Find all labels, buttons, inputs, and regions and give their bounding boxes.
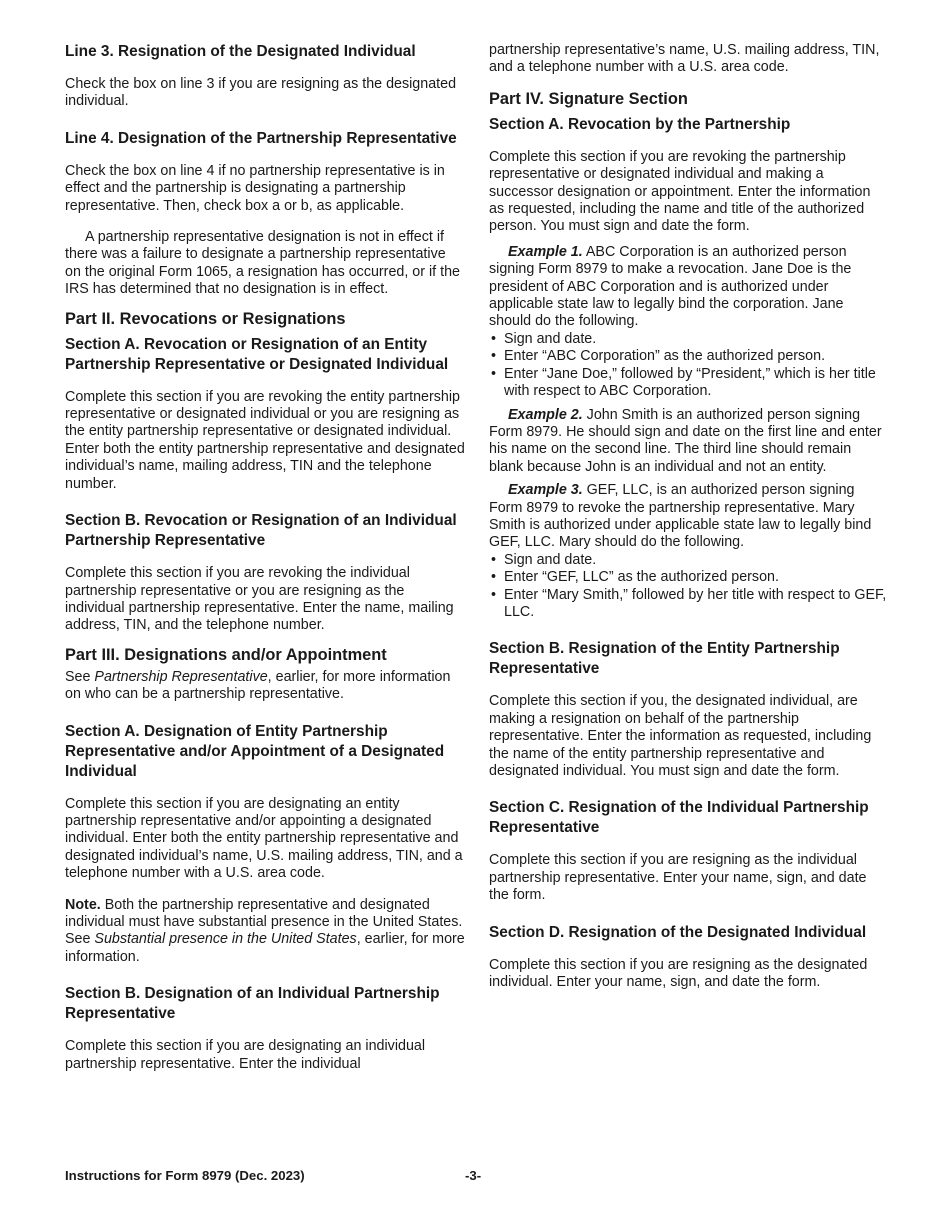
example-3-text: GEF, LLC, is an authorized person signing Form 8979 to revoke the partnership representative. Mary Smith is authorized under applicable state law to legally bind GEF, LLC. Mary should do the following.: [489, 482, 872, 551]
part2-section-a-paragraph: Complete this section if you are revoking the entity partnership representative or designated individual or you are resigning as the entity partnership representative or designated individual. Enter both the entity partnership representative and designated individual’s name, mailing address, TIN and the telephone number.: [65, 388, 465, 492]
list-item: • Enter “Jane Doe,” followed by “President,” which is her title with respect to ABC Corporation.: [489, 366, 889, 401]
left-column: [65, 42, 465, 1073]
list-item: • Enter “Mary Smith,” followed by her title with respect to GEF, LLC.: [489, 587, 889, 622]
page-number: -3-: [465, 1168, 482, 1183]
example-2-text: John Smith is an authorized person signing Form 8979. He should sign and date on the first line and enter his name on the second line. The third line should remain blank because John is an individual and not an entity.: [489, 406, 882, 475]
list-item: • Enter “ABC Corporation” as the authorized person.: [489, 348, 889, 365]
part2-heading: Part II. Revocations or Resignations: [65, 309, 346, 328]
part2-section-b-paragraph: Complete this section if you are revoking the individual partnership representative or you are resigning as the individual partnership representative. Enter the name, mailing address, TIN, and the telephone number.: [65, 565, 454, 634]
part4-section-b-paragraph: Complete this section if you, the designated individual, are making a resignation on behalf of the partnership representative. Enter the information as requested, including the name of the entity partnership representative and designated individual. You must sign and date the form.: [489, 693, 872, 779]
list-item: • Sign and date.: [489, 331, 889, 348]
part3-section-b-heading: Section B. Designation of an Individual Partnership Representative: [65, 985, 440, 1023]
example-2-paragraph: [489, 407, 889, 477]
line4-paragraph-2: A partnership representative designation is not in effect if there was a failure to designate a partnership representative on the original Form 1065, a resignation has occurred, or if the IRS has determined that no designation is in effect.: [65, 229, 460, 298]
partnership-representative-reference: Partnership Representative: [94, 668, 268, 685]
line4-paragraph: Check the box on line 4 if no partnership representative is in effect and the partnership is designating a partnership representative. Then, check box a or b, as applicable.: [65, 162, 445, 214]
example-1-paragraph: [489, 244, 889, 331]
example-3-paragraph: [489, 482, 889, 552]
substantial-presence-reference: Substantial presence in the United States: [94, 931, 357, 948]
part3-section-a-paragraph: Complete this section if you are designating an entity partnership representative and/or appointing a designated individual. Enter both the entity partnership representative and designated individual’s name, U.S. mailing address, TIN, and a telephone number with a U.S. area code.: [65, 795, 463, 882]
part3-section-a-heading: Section A. Designation of Entity Partnership Representative and/or Appointment of a Designated Individual: [65, 722, 445, 780]
part2-section-b-heading: Section B. Revocation or Resignation of an Individual Partnership Representative: [65, 512, 457, 550]
part4-section-d-heading: Section D. Resignation of the Designated Individual: [489, 923, 867, 941]
example-1-text: ABC Corporation is an authorized person signing Form 8979 to make a revocation. Jane Doe is the president of ABC Corporation and is authorized under applicable state law to legally bind the corporation. Jane should do the following.: [489, 243, 852, 330]
continued-paragraph: partnership representative’s name, U.S. mailing address, TIN, and a telephone number with a U.S. area code.: [489, 42, 880, 76]
part4-section-c-heading: Section C. Resignation of the Individual Partnership Representative: [489, 799, 869, 837]
part2-section-a-heading: Section A. Revocation or Resignation of an Entity Partnership Representative or Designated Individual: [65, 335, 449, 373]
part4-section-d-paragraph: Complete this section if you are resigning as the designated individual. Enter your name, sign, and date the form.: [489, 956, 868, 991]
note-rest: , earlier, for more information.: [65, 931, 465, 965]
part4-section-b-heading: Section B. Resignation of the Entity Partnership Representative: [489, 640, 840, 678]
list-item: • Sign and date.: [489, 552, 889, 569]
line3-heading: Line 3. Resignation of the Designated Individual: [65, 43, 416, 60]
example-2-label: Example 2.: [508, 406, 583, 423]
part4-section-c-paragraph: Complete this section if you are resigning as the individual partnership representative. Enter your name, sign, and date the form.: [489, 852, 867, 904]
note-text: Both the partnership representative and designated individual must have substantial presence in the United States. See: [65, 896, 463, 948]
example-1-label: Example 1.: [508, 243, 583, 260]
part3-see-paragraph: [65, 669, 465, 704]
part3-heading: Part III. Designations and/or Appointment: [65, 645, 387, 664]
right-column: [489, 42, 889, 991]
example-3-label: Example 3.: [508, 482, 583, 499]
example-1-list: [489, 331, 889, 401]
part3-section-b-paragraph: Complete this section if you are designating an individual partnership representative. Enter the individual: [65, 1038, 426, 1072]
note-paragraph: [65, 897, 465, 967]
line3-paragraph: Check the box on line 3 if you are resigning as the designated individual.: [65, 76, 457, 110]
line4-heading: Line 4. Designation of the Partnership Representative: [65, 129, 457, 147]
part4-section-a-heading: Section A. Revocation by the Partnership: [489, 115, 791, 133]
note-label: Note.: [65, 896, 101, 913]
footer-form-title: Instructions for Form 8979 (Dec. 2023): [65, 1168, 305, 1183]
list-item: • Enter “GEF, LLC” as the authorized person.: [489, 569, 889, 586]
part4-section-a-paragraph: Complete this section if you are revoking the partnership representative or designated individual and making a successor designation or appointment. Enter the information as requested, including the name and title of the authorized person. You must sign and date the form.: [489, 148, 871, 235]
example-3-list: [489, 552, 889, 622]
part3-see-text: See: [65, 668, 95, 685]
part3-see-rest: , earlier, for more information on who can be a partnership representative.: [65, 668, 451, 703]
part4-heading: Part IV. Signature Section: [489, 89, 688, 108]
